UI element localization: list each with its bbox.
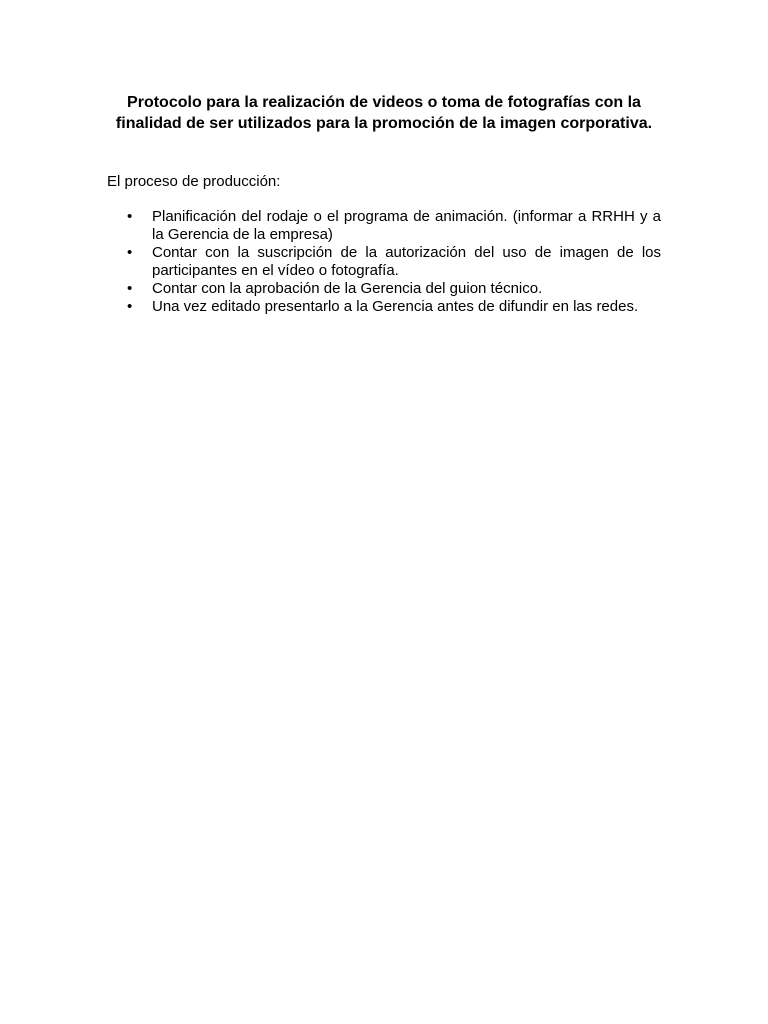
list-item <box>107 280 661 298</box>
bullet-icon: • <box>127 208 133 225</box>
production-steps-list <box>107 208 661 316</box>
list-item <box>107 208 661 244</box>
list-item-text: Planificación del rodaje o el programa de animación. (informar a RRHH y a la Gerencia de la empresa) <box>152 208 661 243</box>
list-item-text: Contar con la suscripción de la autorización del uso de imagen de los participantes en el vídeo o fotografía. <box>152 244 661 279</box>
list-item <box>107 298 661 316</box>
bullet-icon: • <box>127 244 133 261</box>
document-title: Protocolo para la realización de videos o toma de fotografías con la finalidad de ser utilizados para la promoción de la imagen corporativa. <box>115 94 653 132</box>
intro-paragraph: El proceso de producción: <box>107 173 281 190</box>
list-item <box>107 244 661 280</box>
list-item-text: Una vez editado presentarlo a la Gerencia antes de difundir en las redes. <box>152 298 639 315</box>
list-item-text: Contar con la aprobación de la Gerencia del guion técnico. <box>152 280 543 297</box>
bullet-icon: • <box>127 280 133 297</box>
bullet-icon: • <box>127 298 133 315</box>
